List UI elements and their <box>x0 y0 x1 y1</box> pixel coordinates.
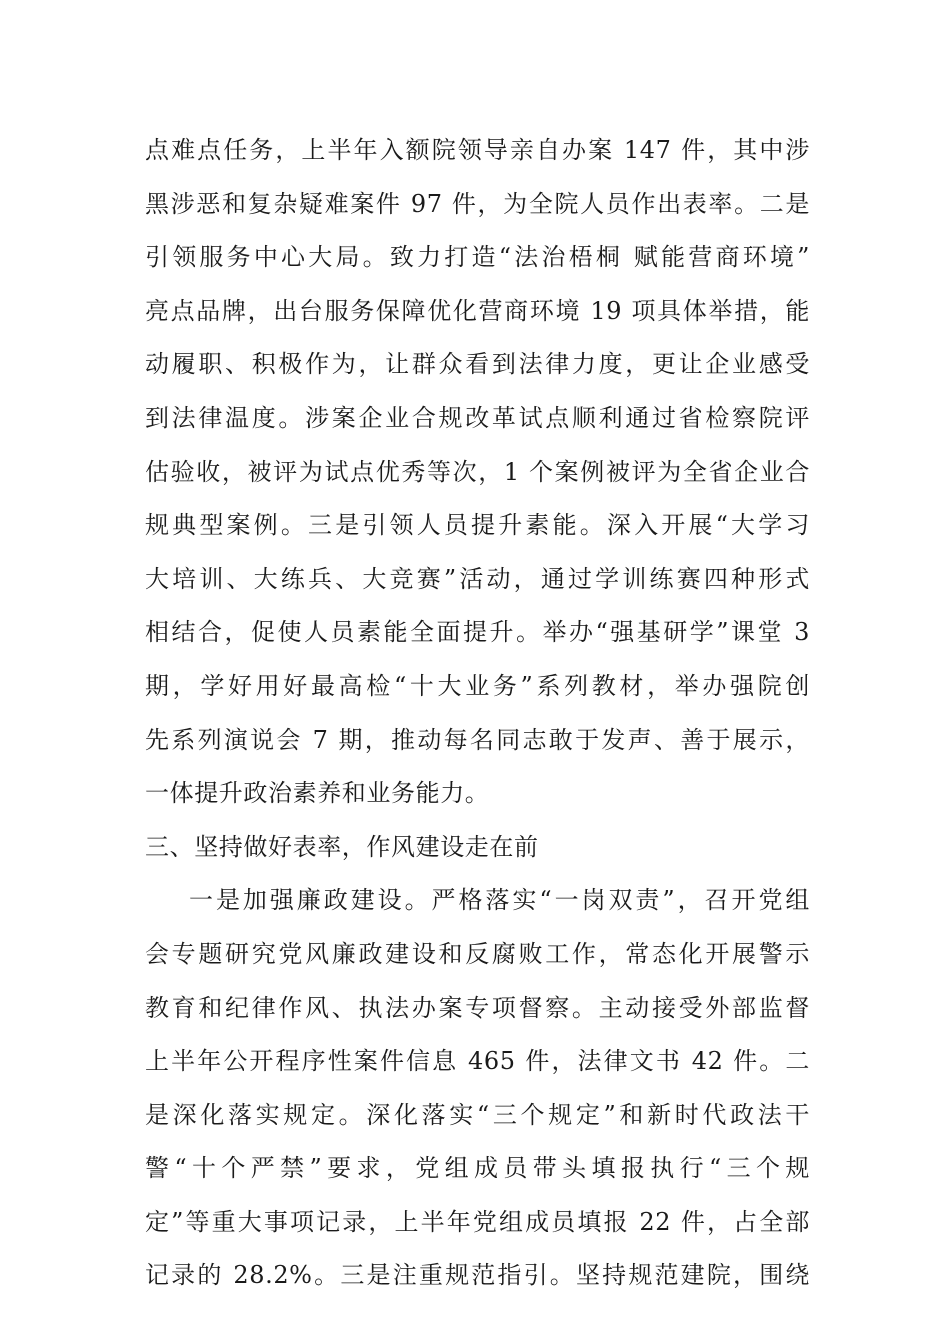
text-line-7: 估验收，被评为试点优秀等次，1 个案例被评为全省企业合 <box>145 457 810 486</box>
text-line-17: 教育和纪律作风、执法办案专项督察。主动接受外部监督 <box>145 993 810 1022</box>
text-line-11: 期，学好用好最高检“十大业务”系列教材，举办强院创 <box>145 671 810 700</box>
text-line-5: 动履职、积极作为，让群众看到法律力度，更让企业感受 <box>145 350 810 379</box>
text-line-2: 黑涉恶和复杂疑难案件 97 件，为全院人员作出表率。二是 <box>145 189 810 218</box>
text-line-12: 先系列演说会 7 期，推动每名同志敢于发声、善于展示， <box>145 725 810 754</box>
text-line-3: 引领服务中心大局。致力打造“法治梧桐 赋能营商环境” <box>145 243 810 272</box>
text-line-1: 点难点任务，上半年入额院领导亲自办案 147 件，其中涉 <box>145 136 810 164</box>
text-line-9: 大培训、大练兵、大竞赛”活动，通过学训练赛四种形式 <box>145 564 810 593</box>
text-line-22: 记录的 28.2%。三是注重规范指引。坚持规范建院，围绕 <box>145 1261 810 1290</box>
section-heading: 三、坚持做好表率，作风建设走在前 <box>145 832 539 861</box>
text-line-13: 一体提升政治素养和业务能力。 <box>145 779 490 808</box>
text-line-8: 规典型案例。三是引领人员提升素能。深入开展“大学习 <box>145 511 810 540</box>
text-line-4: 亮点品牌，出台服务保障优化营商环境 19 项具体举措，能 <box>145 296 810 325</box>
text-line-18: 上半年公开程序性案件信息 465 件，法律文书 42 件。二 <box>145 1047 810 1076</box>
document-body <box>145 124 810 1303</box>
text-line-16: 会专题研究党风廉政建设和反腐败工作，常态化开展警示 <box>145 939 810 968</box>
text-line-10: 相结合，促使人员素能全面提升。举办“强基研学”课堂 3 <box>145 618 810 647</box>
text-line-6: 到法律温度。涉案企业合规改革试点顺利通过省检察院评 <box>145 403 810 432</box>
text-line-15: 一是加强廉政建设。严格落实“一岗双责”，召开党组 <box>189 886 810 915</box>
text-line-19: 是深化落实规定。深化落实“三个规定”和新时代政法干 <box>145 1100 810 1129</box>
text-line-20: 警“十个严禁”要求，党组成员带头填报执行“三个规 <box>145 1154 810 1183</box>
text-line-21: 定”等重大事项记录，上半年党组成员填报 22 件，占全部 <box>145 1207 810 1236</box>
